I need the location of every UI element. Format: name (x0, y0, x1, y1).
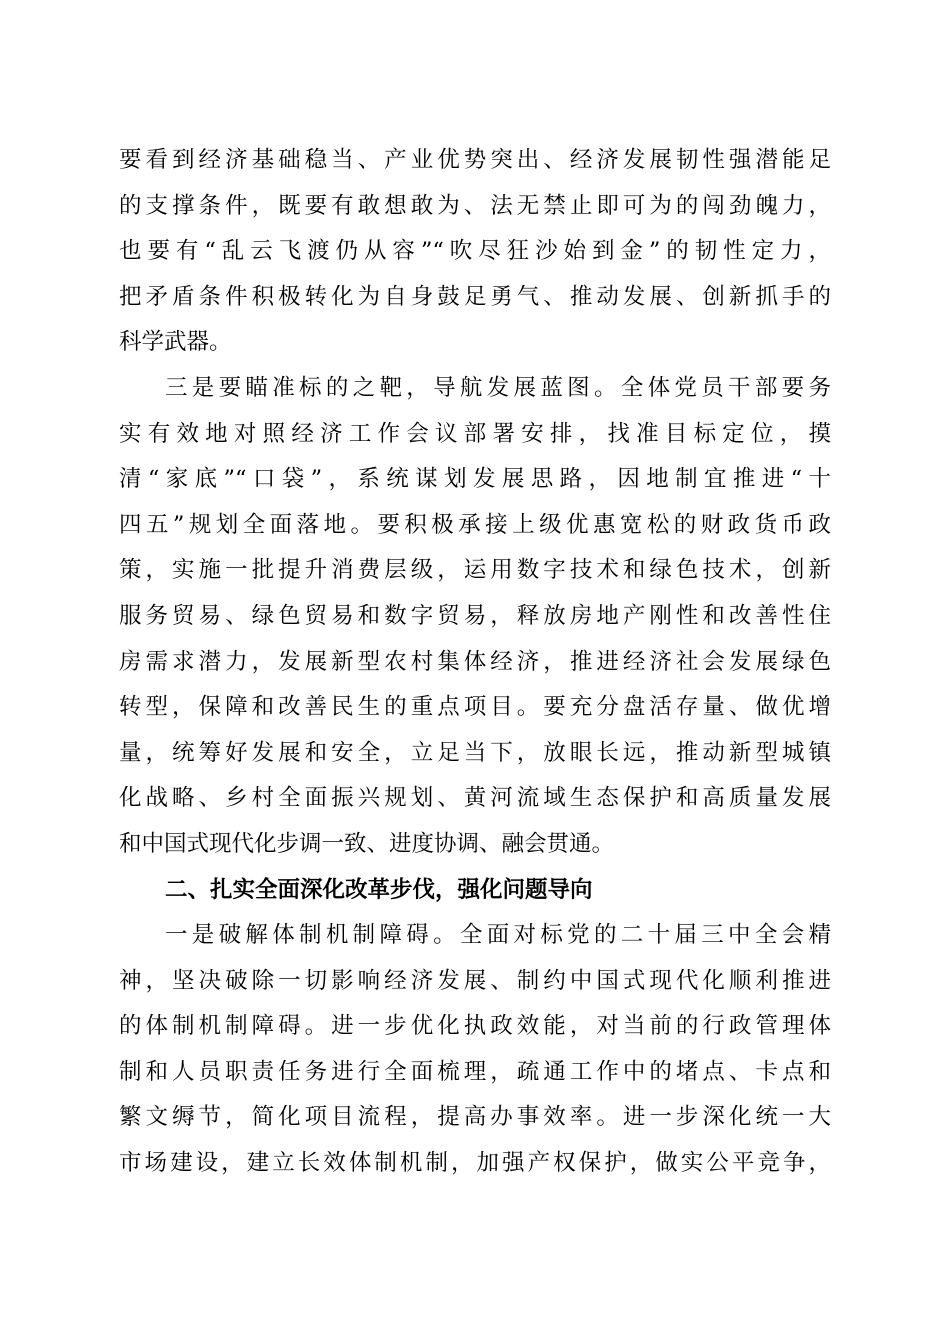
text-line: 房需求潜力，发展新型农村集体经济，推进经济社会发展绿色 (119, 648, 831, 675)
text-line: 量，统筹好发展和安全，立足当下，放眼长远，推动新型城镇 (119, 739, 831, 766)
text-line: 神，坚决破除一切影响经济发展、制约中国式现代化顺利推进 (119, 967, 831, 994)
text-line: 的体制机制障碍。进一步优化执政效能，对当前的行政管理体 (119, 1013, 831, 1040)
text-line: 清“家底”“口袋”，系统谋划发展思路，因地制宜推进“十 (119, 466, 831, 493)
text-line: 也要有“乱云飞渡仍从容”“吹尽狂沙始到金”的韧性定力， (119, 238, 831, 265)
text-line: 要看到经济基础稳当、产业优势突出、经济发展韧性强潜能足 (119, 147, 831, 173)
text-line: 把矛盾条件积极转化为自身鼓足勇气、推动发展、创新抓手的 (119, 283, 831, 310)
text-line: 科学武器。 (119, 329, 232, 356)
text-line: 化战略、乡村全面振兴规划、黄河流域生态保护和高质量发展 (119, 785, 831, 812)
text-line: 服务贸易、绿色贸易和数字贸易，释放房地产刚性和改善性住 (119, 602, 831, 629)
text-line: 实有效地对照经济工作会议部署安排，找准目标定位，摸 (119, 420, 831, 447)
section-heading: 二、扎实全面深化改革步伐，强化问题导向 (165, 876, 593, 903)
text-line: 策，实施一批提升消费层级，运用数字技术和绿色技术，创新 (119, 557, 831, 584)
document-body (119, 138, 831, 1187)
text-line: 四五”规划全面落地。要积极承接上级优惠宽松的财政货币政 (119, 511, 831, 538)
text-line: 制和人员职责任务进行全面梳理，疏通工作中的堵点、卡点和 (119, 1058, 831, 1085)
text-line: 三是要瞄准标的之靶，导航发展蓝图。全体党员干部要务 (165, 374, 831, 401)
text-line: 一是破解体制机制障碍。全面对标党的二十届三中全会精 (165, 922, 831, 949)
text-line: 市场建设，建立长效体制机制，加强产权保护，做实公平竞争， (119, 1150, 831, 1177)
text-line: 和中国式现代化步调一致、进度协调、融会贯通。 (119, 830, 615, 857)
text-line: 转型，保障和改善民生的重点项目。要充分盘活存量、做优增 (119, 694, 831, 721)
text-line: 繁文缛节，简化项目流程，提高办事效率。进一步深化统一大 (119, 1104, 831, 1131)
text-line: 的支撑条件，既要有敢想敢为、法无禁止即可为的闯劲魄力， (119, 192, 831, 219)
